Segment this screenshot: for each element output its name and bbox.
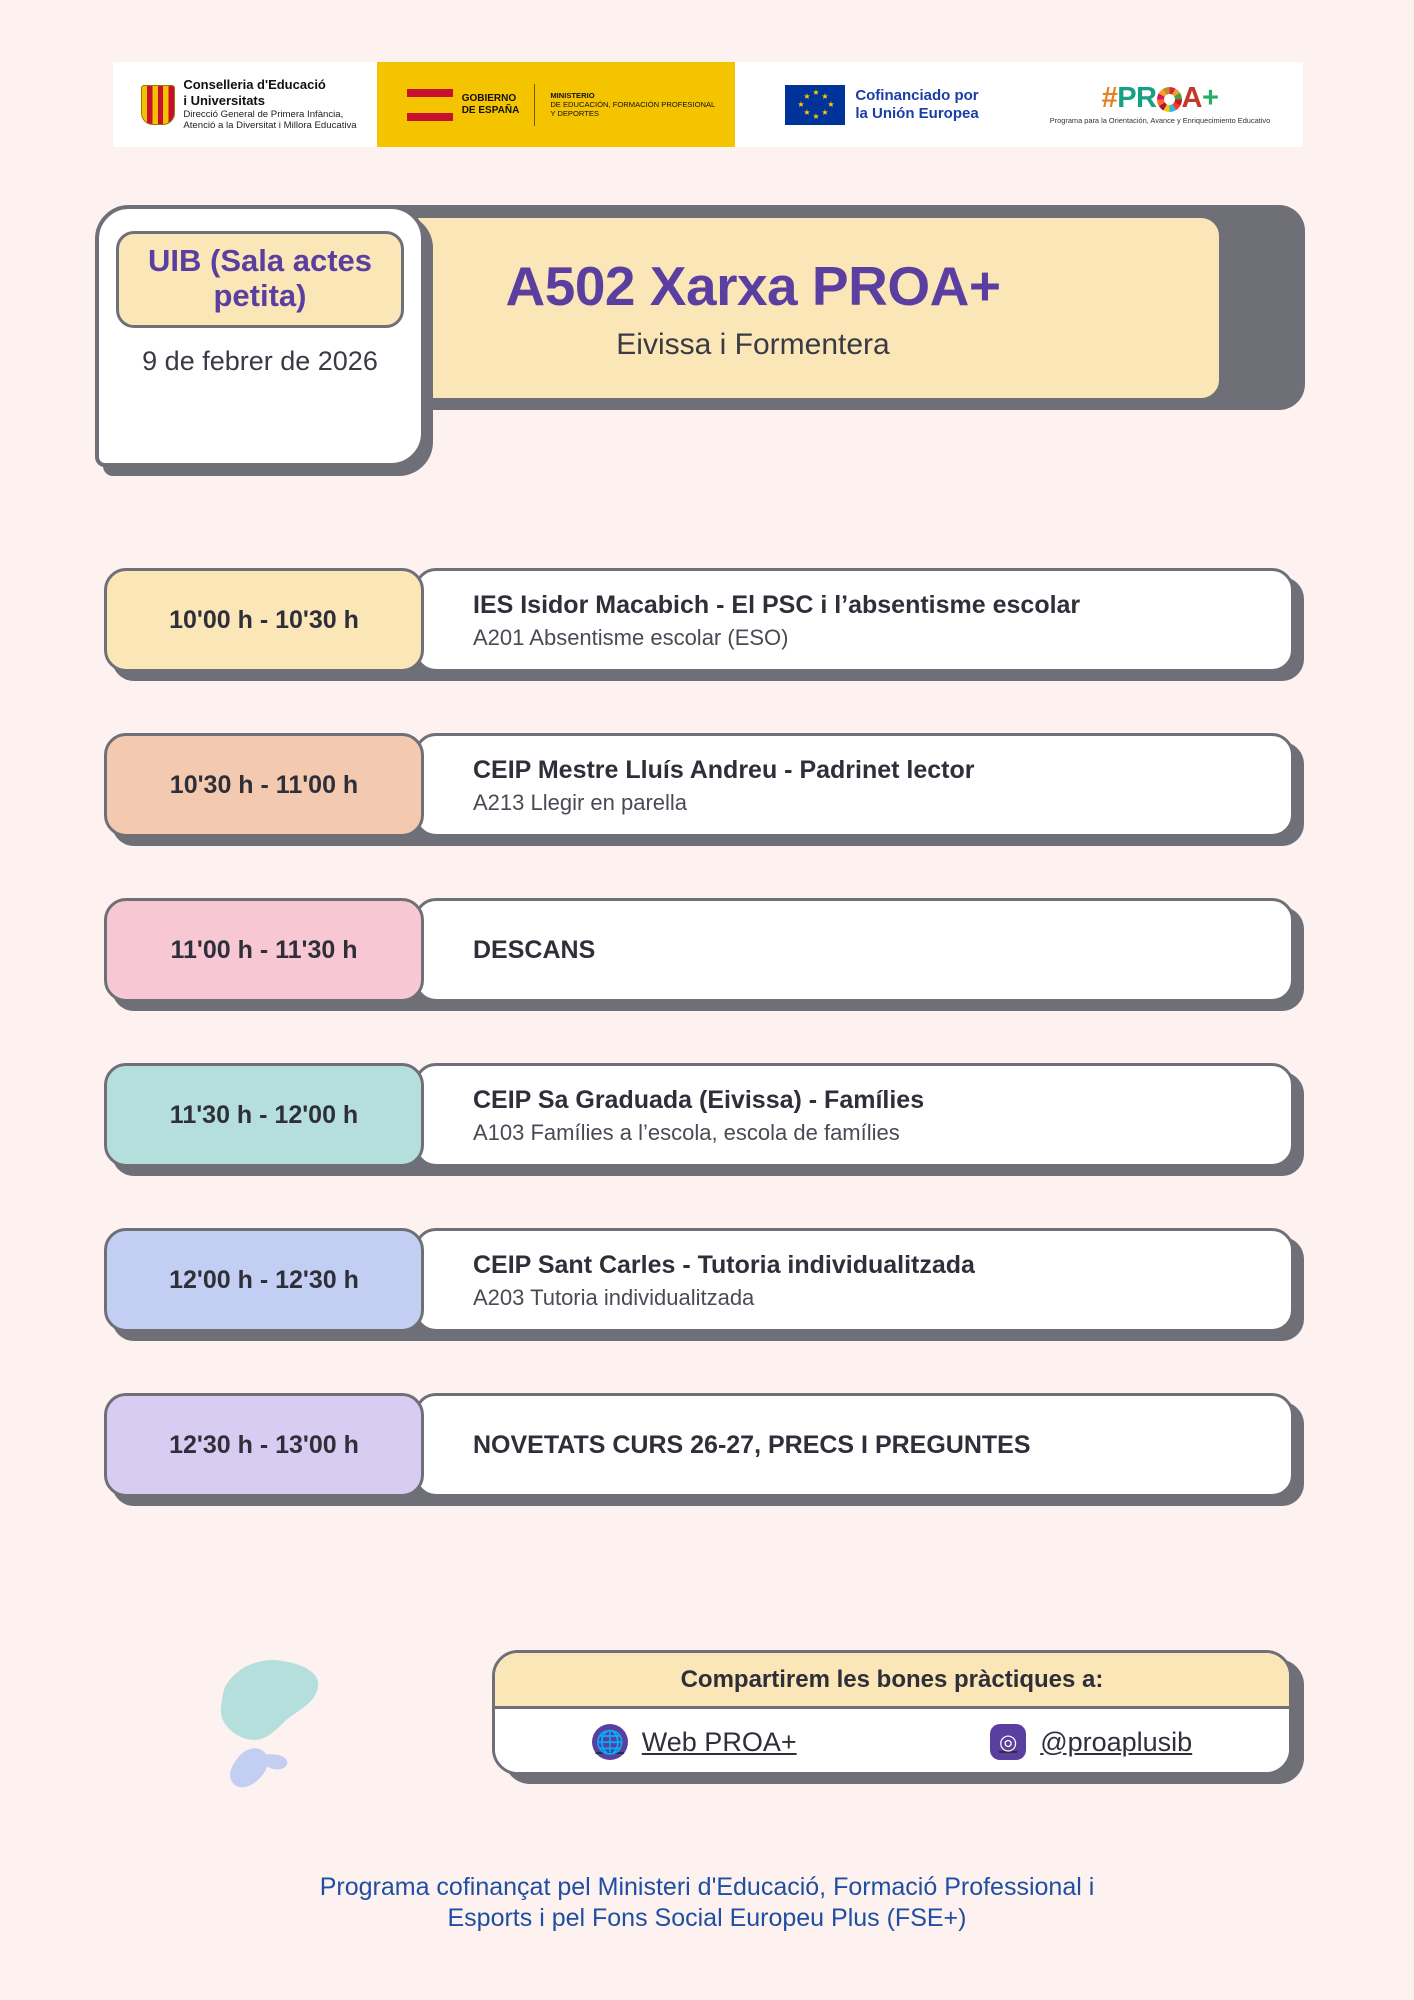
institutional-logo-bar — [113, 62, 1303, 147]
session-time: 11'30 h - 12'00 h — [104, 1063, 424, 1167]
session-time: 11'00 h - 11'30 h — [104, 898, 424, 1002]
session-details — [414, 898, 1294, 1002]
conselleria-logo — [113, 62, 375, 147]
venue-card — [95, 205, 425, 467]
page-subtitle: Eivissa i Formentera — [616, 328, 890, 361]
proa-hash: # — [1101, 82, 1118, 114]
conselleria-line2: i Universitats — [183, 92, 265, 108]
ministerio-line3: Y DEPORTES — [550, 109, 599, 119]
session-code: A201 Absentisme escolar (ESO) — [473, 624, 789, 650]
sdg-wheel-icon — [1157, 87, 1182, 112]
table-row — [104, 1393, 1304, 1515]
gobierno-line2: DE ESPAÑA — [461, 104, 520, 116]
eu-line2: la Unión Europea — [855, 104, 979, 122]
schedule-list — [104, 568, 1304, 1558]
eu-line1: Cofinanciado por — [855, 87, 979, 105]
spain-flag-icon — [407, 89, 453, 121]
instagram-label: @proaplusib — [1040, 1726, 1193, 1757]
proa-wordmark — [1102, 84, 1219, 113]
table-row — [104, 733, 1304, 855]
table-row — [104, 1063, 1304, 1185]
eu-flag-icon: ★ ★ ★ ★ ★ ★ ★ ★ — [785, 85, 845, 125]
session-title: DESCANS — [473, 936, 596, 964]
session-details — [414, 1063, 1294, 1167]
footer-line1: Programa cofinançat pel Ministeri d'Educació, Formació Professional i — [319, 1873, 1095, 1901]
web-proa-label: Web PROA+ — [641, 1726, 797, 1757]
logo-divider — [534, 84, 535, 126]
balearic-shield-icon — [141, 85, 175, 125]
ministerio-line1: MINISTERIO — [550, 90, 595, 100]
share-heading: Compartirem les bones pràctiques a: — [495, 1653, 1289, 1709]
conselleria-line3: Direcció General de Primera Infància, — [183, 108, 344, 120]
instagram-link[interactable] — [990, 1724, 1192, 1760]
web-proa-link[interactable] — [592, 1724, 797, 1760]
session-time: 12'00 h - 12'30 h — [104, 1228, 424, 1332]
page-title: A502 Xarxa PROA+ — [505, 255, 1001, 317]
conselleria-line4: Atenció a la Diversitat i Millora Educativa — [183, 120, 357, 132]
session-title: CEIP Sa Graduada (Eivissa) - Famílies — [473, 1085, 925, 1114]
ibiza-formentera-map-icon — [185, 1635, 365, 1815]
session-details — [414, 1393, 1294, 1497]
session-title: IES Isidor Macabich - El PSC i l’absentisme escolar — [473, 590, 1081, 619]
instagram-icon: ◎ — [990, 1724, 1026, 1760]
session-details — [414, 568, 1294, 672]
session-code: A213 Llegir en parella — [473, 789, 688, 815]
table-row — [104, 1228, 1304, 1350]
session-time: 10'30 h - 11'00 h — [104, 733, 424, 837]
ministerio-line2: DE EDUCACIÓN, FORMACIÓN PROFESIONAL — [550, 99, 716, 109]
proa-plus: + — [1201, 82, 1219, 114]
proa-subtitle: Programa para la Orientación, Avance y Enriquecimiento Educativo — [1049, 116, 1271, 125]
gobierno-line1: GOBIERNO — [461, 93, 517, 104]
proa-pr: PR — [1117, 82, 1157, 114]
footer-note — [0, 1872, 1414, 1935]
share-links — [495, 1709, 1289, 1775]
session-title: CEIP Mestre Lluís Andreu - Padrinet lector — [473, 755, 975, 784]
proa-a: A — [1181, 82, 1202, 114]
session-code: A203 Tutoria individualitzada — [473, 1284, 755, 1310]
globe-icon: 🌐 — [592, 1724, 628, 1760]
share-box — [492, 1650, 1292, 1775]
european-union-logo — [735, 62, 1017, 147]
table-row — [104, 898, 1304, 1020]
proa-plus-logo — [1017, 62, 1303, 147]
footer-line2: Esports i pel Fons Social Europeu Plus (FSE+) — [447, 1904, 967, 1933]
session-title: NOVETATS CURS 26-27, PRECS I PREGUNTES — [473, 1431, 1031, 1459]
session-details — [414, 1228, 1294, 1332]
conselleria-line1: Conselleria d'Educació — [183, 76, 326, 92]
venue-date: 9 de febrer de 2026 — [142, 346, 378, 377]
venue-name: UIB (Sala actes petita) — [116, 231, 404, 328]
table-row — [104, 568, 1304, 690]
gobierno-espana-logo — [375, 62, 735, 147]
session-time: 10'00 h - 10'30 h — [104, 568, 424, 672]
session-title: CEIP Sant Carles - Tutoria individualitzada — [473, 1250, 975, 1279]
session-code: A103 Famílies a l’escola, escola de famílies — [473, 1119, 900, 1145]
session-time: 12'30 h - 13'00 h — [104, 1393, 424, 1497]
session-details — [414, 733, 1294, 837]
header-block — [95, 205, 1305, 410]
